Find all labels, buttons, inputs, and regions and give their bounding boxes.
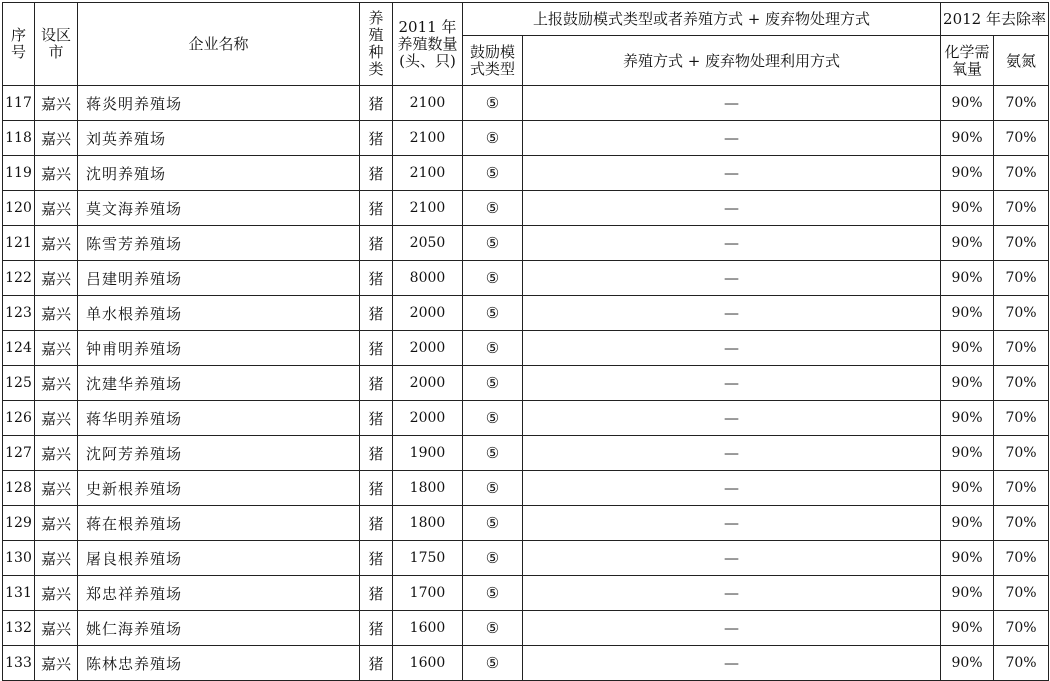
- cell-cod: 90%: [941, 121, 994, 156]
- cell-ammonia: 70%: [994, 226, 1049, 261]
- cell-name: 刘英养殖场: [78, 121, 360, 156]
- cell-city: 嘉兴: [35, 296, 78, 331]
- cell-city: 嘉兴: [35, 366, 78, 401]
- cell-cod: 90%: [941, 366, 994, 401]
- header-method: 养殖方式 + 废弃物处理利用方式: [523, 36, 941, 86]
- cell-method: —: [523, 191, 941, 226]
- cell-cod: 90%: [941, 401, 994, 436]
- cell-species: 猪: [360, 541, 393, 576]
- cell-seq: 118: [3, 121, 35, 156]
- cell-ammonia: 70%: [994, 611, 1049, 646]
- table-row: [3, 191, 1049, 226]
- cell-name: 史新根养殖场: [78, 471, 360, 506]
- cell-cod: 90%: [941, 611, 994, 646]
- cell-mode: ⑤: [463, 296, 523, 331]
- cell-method: —: [523, 226, 941, 261]
- cell-ammonia: 70%: [994, 576, 1049, 611]
- table-row: [3, 121, 1049, 156]
- header-ammonia: 氨氮: [994, 36, 1049, 86]
- cell-species: 猪: [360, 366, 393, 401]
- cell-city: 嘉兴: [35, 401, 78, 436]
- cell-species: 猪: [360, 611, 393, 646]
- table-row: [3, 156, 1049, 191]
- cell-method: —: [523, 121, 941, 156]
- cell-seq: 119: [3, 156, 35, 191]
- cell-cod: 90%: [941, 191, 994, 226]
- table-header: [3, 3, 1049, 86]
- cell-city: 嘉兴: [35, 611, 78, 646]
- cell-seq: 117: [3, 86, 35, 121]
- cell-species: 猪: [360, 191, 393, 226]
- cell-count: 2000: [393, 401, 463, 436]
- cell-name: 沈建华养殖场: [78, 366, 360, 401]
- cell-species: 猪: [360, 296, 393, 331]
- table-row: [3, 576, 1049, 611]
- cell-city: 嘉兴: [35, 541, 78, 576]
- table-row: [3, 541, 1049, 576]
- cell-mode: ⑤: [463, 156, 523, 191]
- cell-cod: 90%: [941, 436, 994, 471]
- cell-species: 猪: [360, 646, 393, 681]
- cell-name: 陈雪芳养殖场: [78, 226, 360, 261]
- cell-name: 钟甫明养殖场: [78, 331, 360, 366]
- cell-cod: 90%: [941, 86, 994, 121]
- table-row: [3, 86, 1049, 121]
- header-enterprise-name: 企业名称: [78, 3, 360, 86]
- cell-city: 嘉兴: [35, 156, 78, 191]
- header-seq: 序号: [3, 3, 35, 86]
- cell-ammonia: 70%: [994, 86, 1049, 121]
- cell-cod: 90%: [941, 156, 994, 191]
- header-cod: 化学需氧量: [941, 36, 994, 86]
- cell-count: 1700: [393, 576, 463, 611]
- cell-species: 猪: [360, 86, 393, 121]
- cell-name: 莫文海养殖场: [78, 191, 360, 226]
- cell-species: 猪: [360, 261, 393, 296]
- cell-method: —: [523, 541, 941, 576]
- cell-count: 1900: [393, 436, 463, 471]
- cell-method: —: [523, 331, 941, 366]
- cell-seq: 125: [3, 366, 35, 401]
- cell-name: 陈林忠养殖场: [78, 646, 360, 681]
- cell-count: 1800: [393, 506, 463, 541]
- header-removal-2012: 2012 年去除率: [941, 3, 1049, 36]
- cell-cod: 90%: [941, 541, 994, 576]
- table-row: [3, 506, 1049, 541]
- cell-mode: ⑤: [463, 331, 523, 366]
- cell-cod: 90%: [941, 576, 994, 611]
- cell-ammonia: 70%: [994, 541, 1049, 576]
- cell-seq: 133: [3, 646, 35, 681]
- cell-ammonia: 70%: [994, 506, 1049, 541]
- cell-city: 嘉兴: [35, 471, 78, 506]
- cell-mode: ⑤: [463, 86, 523, 121]
- cell-species: 猪: [360, 506, 393, 541]
- cell-count: 2050: [393, 226, 463, 261]
- cell-city: 嘉兴: [35, 121, 78, 156]
- cell-cod: 90%: [941, 646, 994, 681]
- cell-name: 沈明养殖场: [78, 156, 360, 191]
- cell-mode: ⑤: [463, 436, 523, 471]
- cell-count: 2100: [393, 86, 463, 121]
- cell-method: —: [523, 436, 941, 471]
- cell-seq: 129: [3, 506, 35, 541]
- header-species: 养殖种类: [360, 3, 393, 86]
- cell-cod: 90%: [941, 226, 994, 261]
- cell-ammonia: 70%: [994, 646, 1049, 681]
- cell-seq: 130: [3, 541, 35, 576]
- cell-ammonia: 70%: [994, 296, 1049, 331]
- cell-count: 1600: [393, 611, 463, 646]
- cell-seq: 131: [3, 576, 35, 611]
- cell-ammonia: 70%: [994, 191, 1049, 226]
- cell-mode: ⑤: [463, 226, 523, 261]
- cell-seq: 120: [3, 191, 35, 226]
- cell-mode: ⑤: [463, 541, 523, 576]
- cell-city: 嘉兴: [35, 646, 78, 681]
- cell-name: 蒋炎明养殖场: [78, 86, 360, 121]
- cell-species: 猪: [360, 576, 393, 611]
- cell-name: 蒋华明养殖场: [78, 401, 360, 436]
- cell-count: 2100: [393, 156, 463, 191]
- cell-count: 2000: [393, 331, 463, 366]
- cell-cod: 90%: [941, 471, 994, 506]
- cell-mode: ⑤: [463, 506, 523, 541]
- cell-method: —: [523, 156, 941, 191]
- header-mode-type: 鼓励模式类型: [463, 36, 523, 86]
- cell-method: —: [523, 261, 941, 296]
- table-row: [3, 646, 1049, 681]
- cell-mode: ⑤: [463, 121, 523, 156]
- cell-count: 1600: [393, 646, 463, 681]
- cell-city: 嘉兴: [35, 261, 78, 296]
- cell-name: 姚仁海养殖场: [78, 611, 360, 646]
- cell-count: 1750: [393, 541, 463, 576]
- cell-ammonia: 70%: [994, 156, 1049, 191]
- cell-seq: 127: [3, 436, 35, 471]
- cell-ammonia: 70%: [994, 331, 1049, 366]
- cell-method: —: [523, 401, 941, 436]
- cell-mode: ⑤: [463, 261, 523, 296]
- cell-method: —: [523, 366, 941, 401]
- cell-count: 2000: [393, 296, 463, 331]
- cell-cod: 90%: [941, 506, 994, 541]
- cell-ammonia: 70%: [994, 261, 1049, 296]
- cell-mode: ⑤: [463, 401, 523, 436]
- cell-city: 嘉兴: [35, 226, 78, 261]
- table-row: [3, 436, 1049, 471]
- cell-name: 单水根养殖场: [78, 296, 360, 331]
- cell-mode: ⑤: [463, 191, 523, 226]
- cell-species: 猪: [360, 226, 393, 261]
- table-row: [3, 401, 1049, 436]
- cell-name: 蒋在根养殖场: [78, 506, 360, 541]
- cell-ammonia: 70%: [994, 121, 1049, 156]
- table-row: [3, 226, 1049, 261]
- cell-seq: 126: [3, 401, 35, 436]
- cell-name: 吕建明养殖场: [78, 261, 360, 296]
- cell-city: 嘉兴: [35, 331, 78, 366]
- cell-species: 猪: [360, 471, 393, 506]
- cell-species: 猪: [360, 436, 393, 471]
- table-container: [2, 2, 1049, 681]
- cell-seq: 121: [3, 226, 35, 261]
- cell-cod: 90%: [941, 296, 994, 331]
- cell-species: 猪: [360, 331, 393, 366]
- table-row: [3, 611, 1049, 646]
- enterprise-table: [2, 2, 1049, 681]
- cell-method: —: [523, 296, 941, 331]
- cell-city: 嘉兴: [35, 576, 78, 611]
- cell-mode: ⑤: [463, 611, 523, 646]
- header-report-group: 上报鼓励模式类型或者养殖方式 + 废弃物处理方式: [463, 3, 941, 36]
- cell-seq: 128: [3, 471, 35, 506]
- cell-cod: 90%: [941, 331, 994, 366]
- table-row: [3, 471, 1049, 506]
- cell-method: —: [523, 646, 941, 681]
- cell-method: —: [523, 611, 941, 646]
- header-city: 设区市: [35, 3, 78, 86]
- cell-count: 2000: [393, 366, 463, 401]
- cell-mode: ⑤: [463, 646, 523, 681]
- cell-method: —: [523, 86, 941, 121]
- cell-ammonia: 70%: [994, 401, 1049, 436]
- cell-name: 屠良根养殖场: [78, 541, 360, 576]
- cell-ammonia: 70%: [994, 471, 1049, 506]
- cell-city: 嘉兴: [35, 506, 78, 541]
- cell-name: 郑忠祥养殖场: [78, 576, 360, 611]
- cell-mode: ⑤: [463, 366, 523, 401]
- cell-seq: 132: [3, 611, 35, 646]
- cell-count: 1800: [393, 471, 463, 506]
- cell-seq: 124: [3, 331, 35, 366]
- cell-seq: 123: [3, 296, 35, 331]
- table-row: [3, 331, 1049, 366]
- table-row: [3, 261, 1049, 296]
- cell-city: 嘉兴: [35, 436, 78, 471]
- table-row: [3, 296, 1049, 331]
- cell-mode: ⑤: [463, 471, 523, 506]
- cell-cod: 90%: [941, 261, 994, 296]
- cell-city: 嘉兴: [35, 86, 78, 121]
- cell-species: 猪: [360, 121, 393, 156]
- cell-count: 2100: [393, 191, 463, 226]
- table-body: [3, 86, 1049, 681]
- cell-name: 沈阿芳养殖场: [78, 436, 360, 471]
- cell-seq: 122: [3, 261, 35, 296]
- header-count-2011: 2011 年养殖数量(头、只): [393, 3, 463, 86]
- table-row: [3, 366, 1049, 401]
- cell-method: —: [523, 471, 941, 506]
- cell-count: 8000: [393, 261, 463, 296]
- cell-species: 猪: [360, 401, 393, 436]
- cell-species: 猪: [360, 156, 393, 191]
- cell-ammonia: 70%: [994, 436, 1049, 471]
- cell-ammonia: 70%: [994, 366, 1049, 401]
- cell-city: 嘉兴: [35, 191, 78, 226]
- cell-count: 2100: [393, 121, 463, 156]
- cell-mode: ⑤: [463, 576, 523, 611]
- cell-method: —: [523, 506, 941, 541]
- cell-method: —: [523, 576, 941, 611]
